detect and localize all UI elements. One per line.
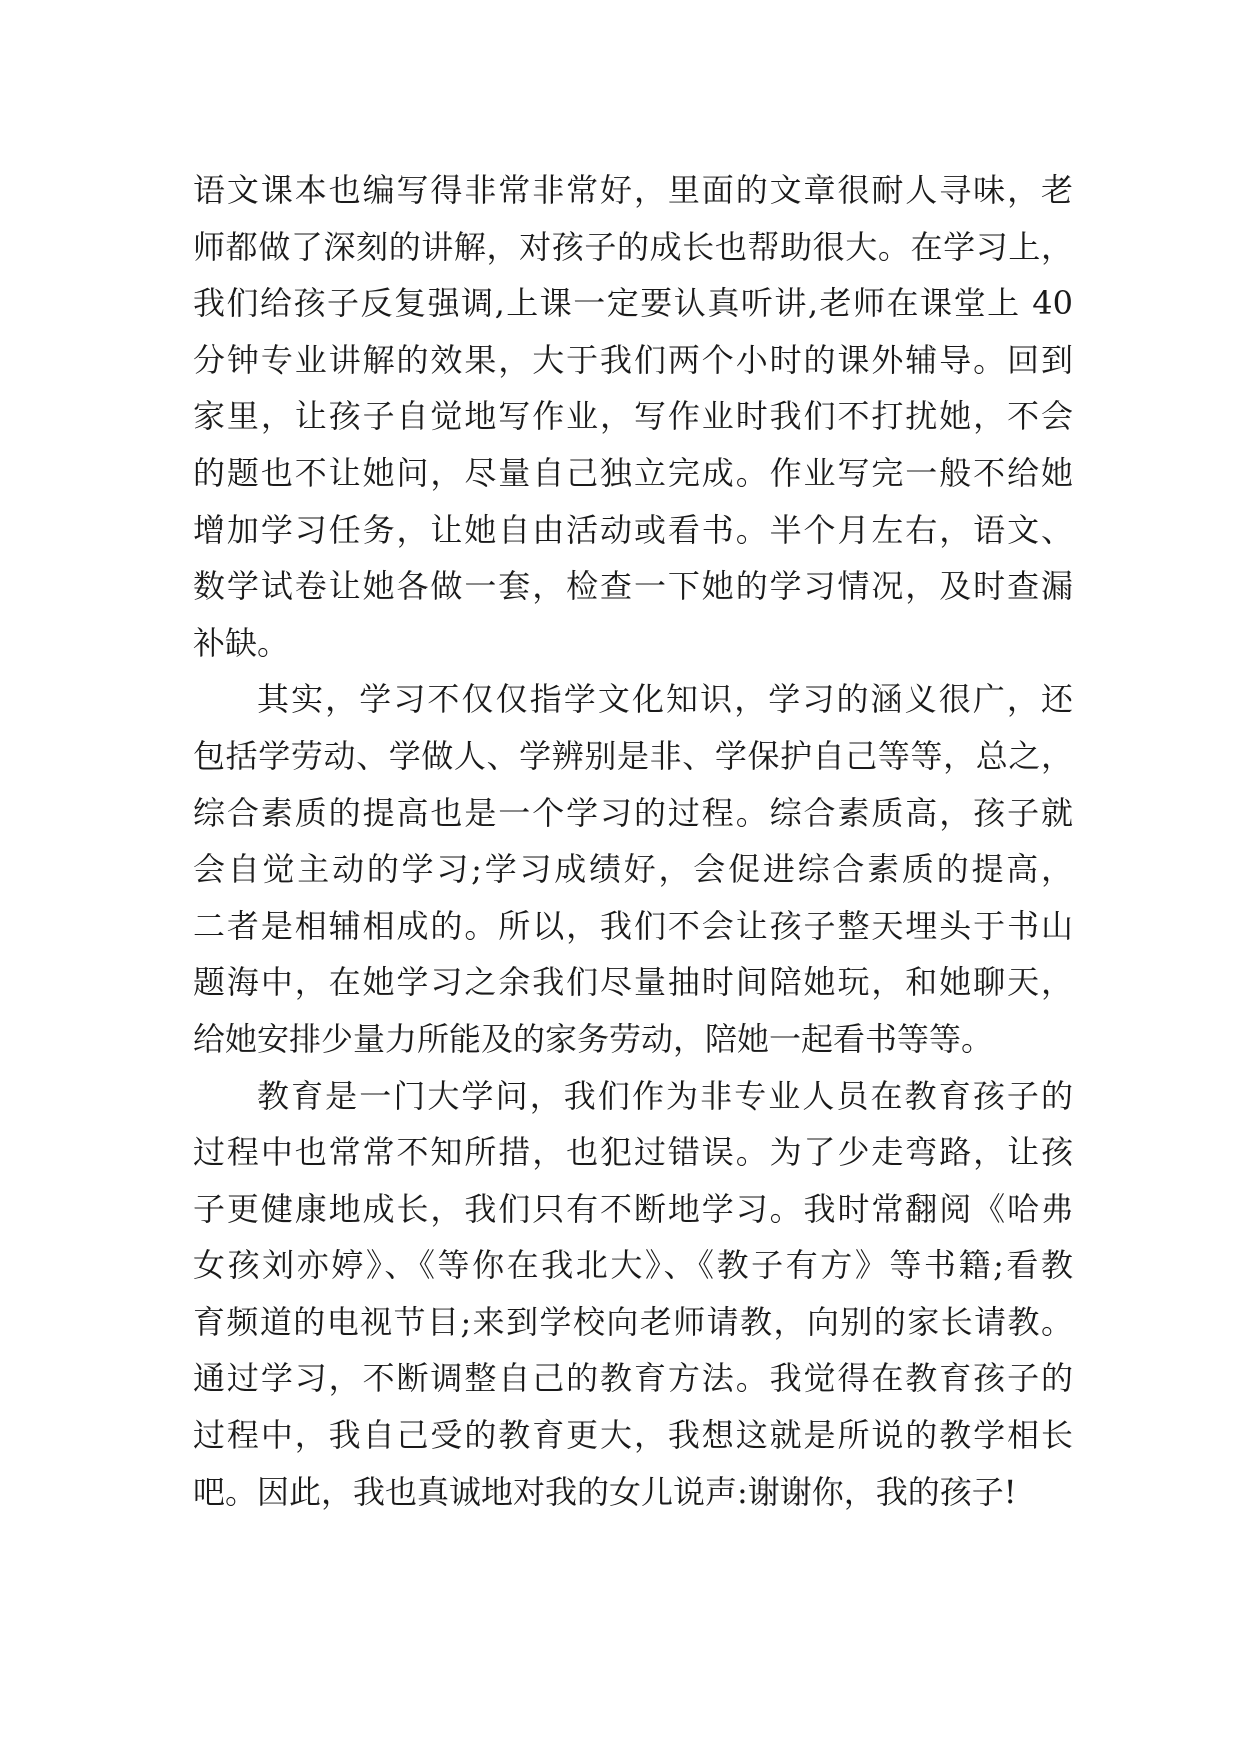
text-line: 综合素质的提高也是一个学习的过程。综合素质高，孩子就 bbox=[193, 793, 1073, 832]
text-line: 会自觉主动的学习;学习成绩好，会促进综合素质的提高， bbox=[193, 850, 1073, 889]
paragraph-end-line: 给她安排少量力所能及的家务劳动，陪她一起看书等等。 bbox=[193, 1019, 994, 1058]
text-line: 女孩刘亦婷》、《等你在我北大》、《教子有方》等书籍;看教 bbox=[193, 1246, 1073, 1285]
text-line: 增加学习任务，让她自由活动或看书。半个月左右，语文、 bbox=[193, 510, 1073, 549]
text-line: 分钟专业讲解的效果，大于我们两个小时的课外辅导。回到 bbox=[193, 340, 1073, 379]
text-line: 过程中也常常不知所措，也犯过错误。为了少走弯路，让孩 bbox=[193, 1133, 1073, 1172]
text-line: 数学试卷让她各做一套，检查一下她的学习情况，及时查漏 bbox=[193, 567, 1073, 606]
text-line: 题海中，在她学习之余我们尽量抽时间陪她玩，和她聊天， bbox=[193, 963, 1073, 1002]
text-line: 子更健康地成长，我们只有不断地学习。我时常翻阅《哈弗 bbox=[193, 1189, 1073, 1228]
text-line: 通过学习，不断调整自己的教育方法。我觉得在教育孩子的 bbox=[193, 1359, 1073, 1398]
body-text bbox=[193, 162, 1073, 1520]
text-line: 师都做了深刻的讲解，对孩子的成长也帮助很大。在学习上， bbox=[193, 227, 1073, 266]
text-line: 语文课本也编写得非常非常好，里面的文章很耐人寻味，老 bbox=[193, 171, 1073, 209]
text-line: 育频道的电视节目;来到学校向老师请教，向别的家长请教。 bbox=[193, 1302, 1073, 1341]
paragraph-start-line: 其实，学习不仅仅指学文化知识，学习的涵义很广，还 bbox=[257, 680, 1073, 719]
text-line: 我们给孩子反复强调,上课一定要认真听讲,老师在课堂上 40 bbox=[193, 284, 1073, 323]
text-line: 二者是相辅相成的。所以，我们不会让孩子整天埋头于书山 bbox=[193, 906, 1073, 945]
paragraph-end-line: 补缺。 bbox=[193, 623, 290, 662]
paragraph-start-line: 教育是一门大学问，我们作为非专业人员在教育孩子的 bbox=[257, 1076, 1073, 1115]
text-line: 家里，让孩子自觉地写作业，写作业时我们不打扰她，不会 bbox=[193, 397, 1073, 436]
paragraph-end-line: 吧。因此，我也真诚地对我的女儿说声:谢谢你，我的孩子! bbox=[193, 1472, 1017, 1511]
text-line: 的题也不让她问，尽量自己独立完成。作业写完一般不给她 bbox=[193, 453, 1073, 492]
text-line: 包括学劳动、学做人、学辨别是非、学保护自己等等，总之， bbox=[193, 736, 1073, 775]
text-line: 过程中，我自己受的教育更大，我想这就是所说的教学相长 bbox=[193, 1416, 1073, 1455]
